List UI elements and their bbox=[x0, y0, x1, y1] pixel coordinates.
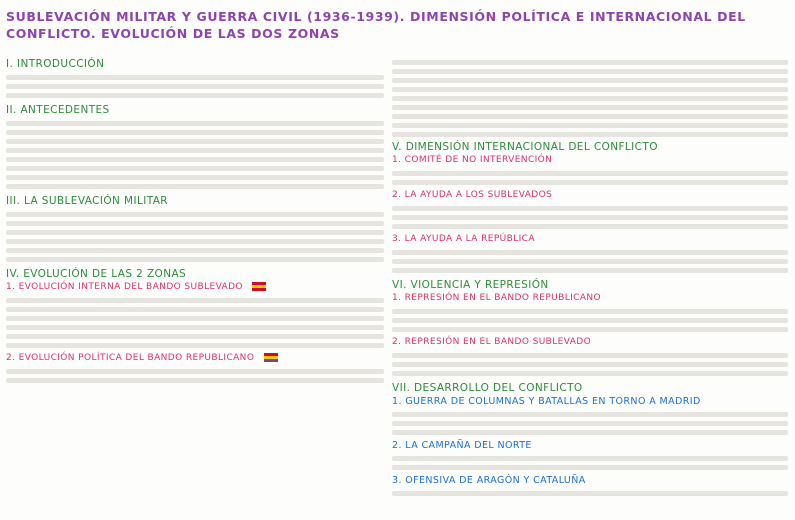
d2-heading: 2. LA CAMPAÑA DEL NORTE bbox=[392, 440, 532, 451]
comite-heading: 1. COMITÉ DE NO INTERVENCIÓN bbox=[392, 155, 553, 165]
intro-section bbox=[6, 58, 384, 98]
d1-heading: 1. GUERRA DE COLUMNAS Y BATALLAS EN TORNO A MADRID bbox=[392, 396, 701, 407]
republican-flag-icon bbox=[264, 353, 278, 362]
d3-heading: 3. OFENSIVA DE ARAGÓN Y CATALUÑA bbox=[392, 475, 586, 486]
antecedentes-section bbox=[6, 104, 384, 189]
v1-heading: 1. REPRESIÓN EN EL BANDO REPUBLICANO bbox=[392, 293, 602, 303]
right-column bbox=[392, 56, 788, 516]
sub2-heading: 2. EVOLUCIÓN POLÍTICA DEL BANDO REPUBLICANO bbox=[6, 353, 255, 363]
dimension-section bbox=[392, 141, 788, 273]
page-title: SUBLEVACIÓN MILITAR Y GUERRA CIVIL (1936-1939). DIMENSIÓN POLÍTICA E INTERNACIONAL DEL CONFLICTO. EVOLUCIÓN DE LAS DOS ZONAS bbox=[6, 9, 746, 41]
v2-heading: 2. REPRESIÓN EN EL BANDO SUBLEVADO bbox=[392, 337, 592, 347]
violencia-heading: VI. VIOLENCIA Y REPRESIÓN bbox=[392, 279, 549, 291]
violencia-section bbox=[392, 279, 788, 376]
evolucion-heading: IV. EVOLUCIÓN DE LAS 2 ZONAS bbox=[6, 268, 187, 280]
desarrollo-heading: VII. DESARROLLO DEL CONFLICTO bbox=[392, 382, 583, 394]
sublevacion-heading: III. LA SUBLEVACIÓN MILITAR bbox=[6, 195, 168, 207]
desarrollo-section bbox=[392, 382, 788, 496]
intro-heading: I. INTRODUCCIÓN bbox=[6, 58, 105, 70]
evolucion-section bbox=[6, 268, 384, 383]
dimension-heading: V. DIMENSIÓN INTERNACIONAL DEL CONFLICTO bbox=[392, 141, 658, 153]
left-column bbox=[6, 58, 384, 516]
nationalist-flag-icon bbox=[252, 282, 266, 291]
sub1-heading: 1. EVOLUCIÓN INTERNA DEL BANDO SUBLEVADO bbox=[6, 282, 243, 292]
antecedentes-heading: II. ANTECEDENTES bbox=[6, 104, 110, 116]
sublevacion-section bbox=[6, 195, 384, 262]
rep-ayuda-heading: 3. LA AYUDA A LA REPÚBLICA bbox=[392, 234, 535, 244]
ayuda-heading: 2. LA AYUDA A LOS SUBLEVADOS bbox=[392, 190, 553, 200]
